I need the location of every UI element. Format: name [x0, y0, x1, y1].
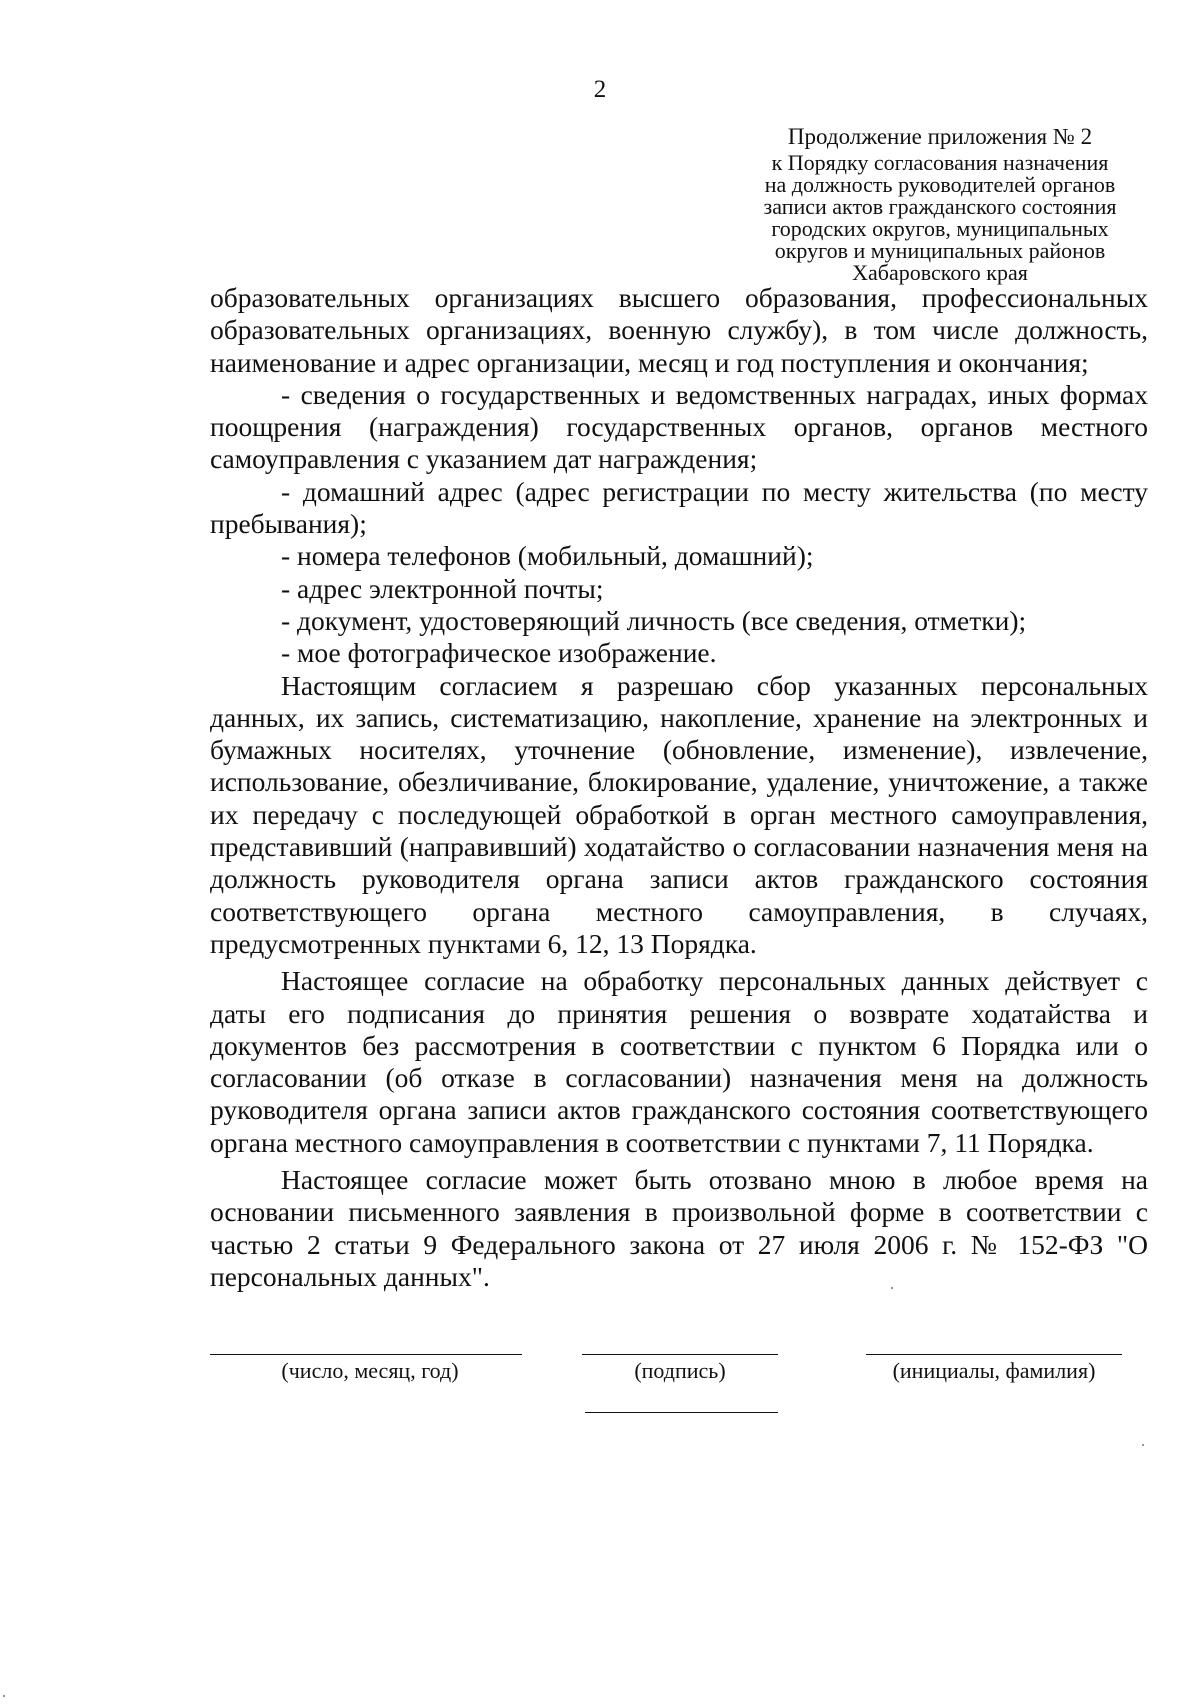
page-number: 2	[593, 76, 607, 103]
appendix-line: округов и муниципальных районов	[774, 238, 1106, 263]
paragraph: Настоящее согласие на обработку персональных данных действует с даты его подписания до принятия решения о возврате ходатайства и документов без рассмотрения в соответствии с пунктом 6 Порядка или о согласовании (об отказе в согласовании) назначения меня на должность руководителя органа записи актов гражданского состояния соответствующего органа местного самоуправления в соответствии с пунктами 7, 11 Порядка.	[210, 965, 1148, 1158]
paragraph: Настоящим согласием я разрешаю сбор указанных персональных данных, их запись, систематизацию, накопление, хранение на электронных и бумажных носителях, уточнение (обновление, изменение), извлечение, использование, обезличивание, блокирование, удаление, уничтожение, а также их передачу с последующей обработкой в орган местного самоуправления, представивший (направивший) ходатайство о согласовании назначения меня на должность руководителя органа записи актов гражданского состояния соответствующего органа местного самоуправления, в случаях, предусмотренных пунктами 6, 12, 13 Порядка.	[210, 669, 1148, 959]
list-item: - домашний адрес (адрес регистрации по месту жительства (по месту пребывания);	[210, 475, 1148, 540]
signature-line	[582, 1354, 778, 1355]
appendix-line: к Порядку согласования назначения	[771, 150, 1109, 175]
appendix-line: Хабаровского края	[852, 260, 1028, 285]
appendix-line: городских округов, муниципальных	[771, 216, 1109, 241]
name-line	[866, 1354, 1122, 1355]
list-item: - номера телефонов (мобильный, домашний);	[281, 540, 814, 572]
scan-speck	[891, 1287, 893, 1289]
paragraph: Настоящее согласие может быть отозвано мною в любое время на основании письменного заявления в произвольной форме в соответствии с частью 2 статьи 9 Федерального закона от 27 июля 2006 г. № 152-ФЗ "О персональных данных".	[210, 1164, 1148, 1292]
list-item: - сведения о государственных и ведомственных наградах, иных формах поощрения (награждения) государственных органов, органов местного самоуправления с указанием дат награждения;	[210, 378, 1148, 475]
appendix-line: на должность руководителей органов	[764, 172, 1116, 197]
appendix-header	[740, 122, 1140, 284]
paragraph: образовательных организациях высшего образования, профессиональных образовательных организациях, военную службу), в том числе должность, наименование и адрес организации, месяц и год поступления и окончания;	[210, 282, 1148, 378]
signature-caption: (подпись)	[634, 1358, 726, 1383]
extra-line	[585, 1412, 778, 1413]
document-body	[210, 282, 1148, 1293]
date-line	[210, 1354, 522, 1355]
date-caption: (число, месяц, год)	[281, 1358, 459, 1383]
list-item: - мое фотографическое изображение.	[281, 637, 717, 669]
scan-speck	[3, 1695, 5, 1697]
appendix-title: Продолжение приложения № 2	[787, 124, 1093, 149]
name-caption: (инициалы, фамилия)	[892, 1358, 1096, 1383]
appendix-line: записи актов гражданского состояния	[763, 194, 1117, 219]
list-item: - адрес электронной почты;	[281, 572, 604, 604]
scan-speck	[1142, 1444, 1144, 1446]
list-item: - документ, удостоверяющий личность (все сведения, отметки);	[281, 604, 1027, 636]
